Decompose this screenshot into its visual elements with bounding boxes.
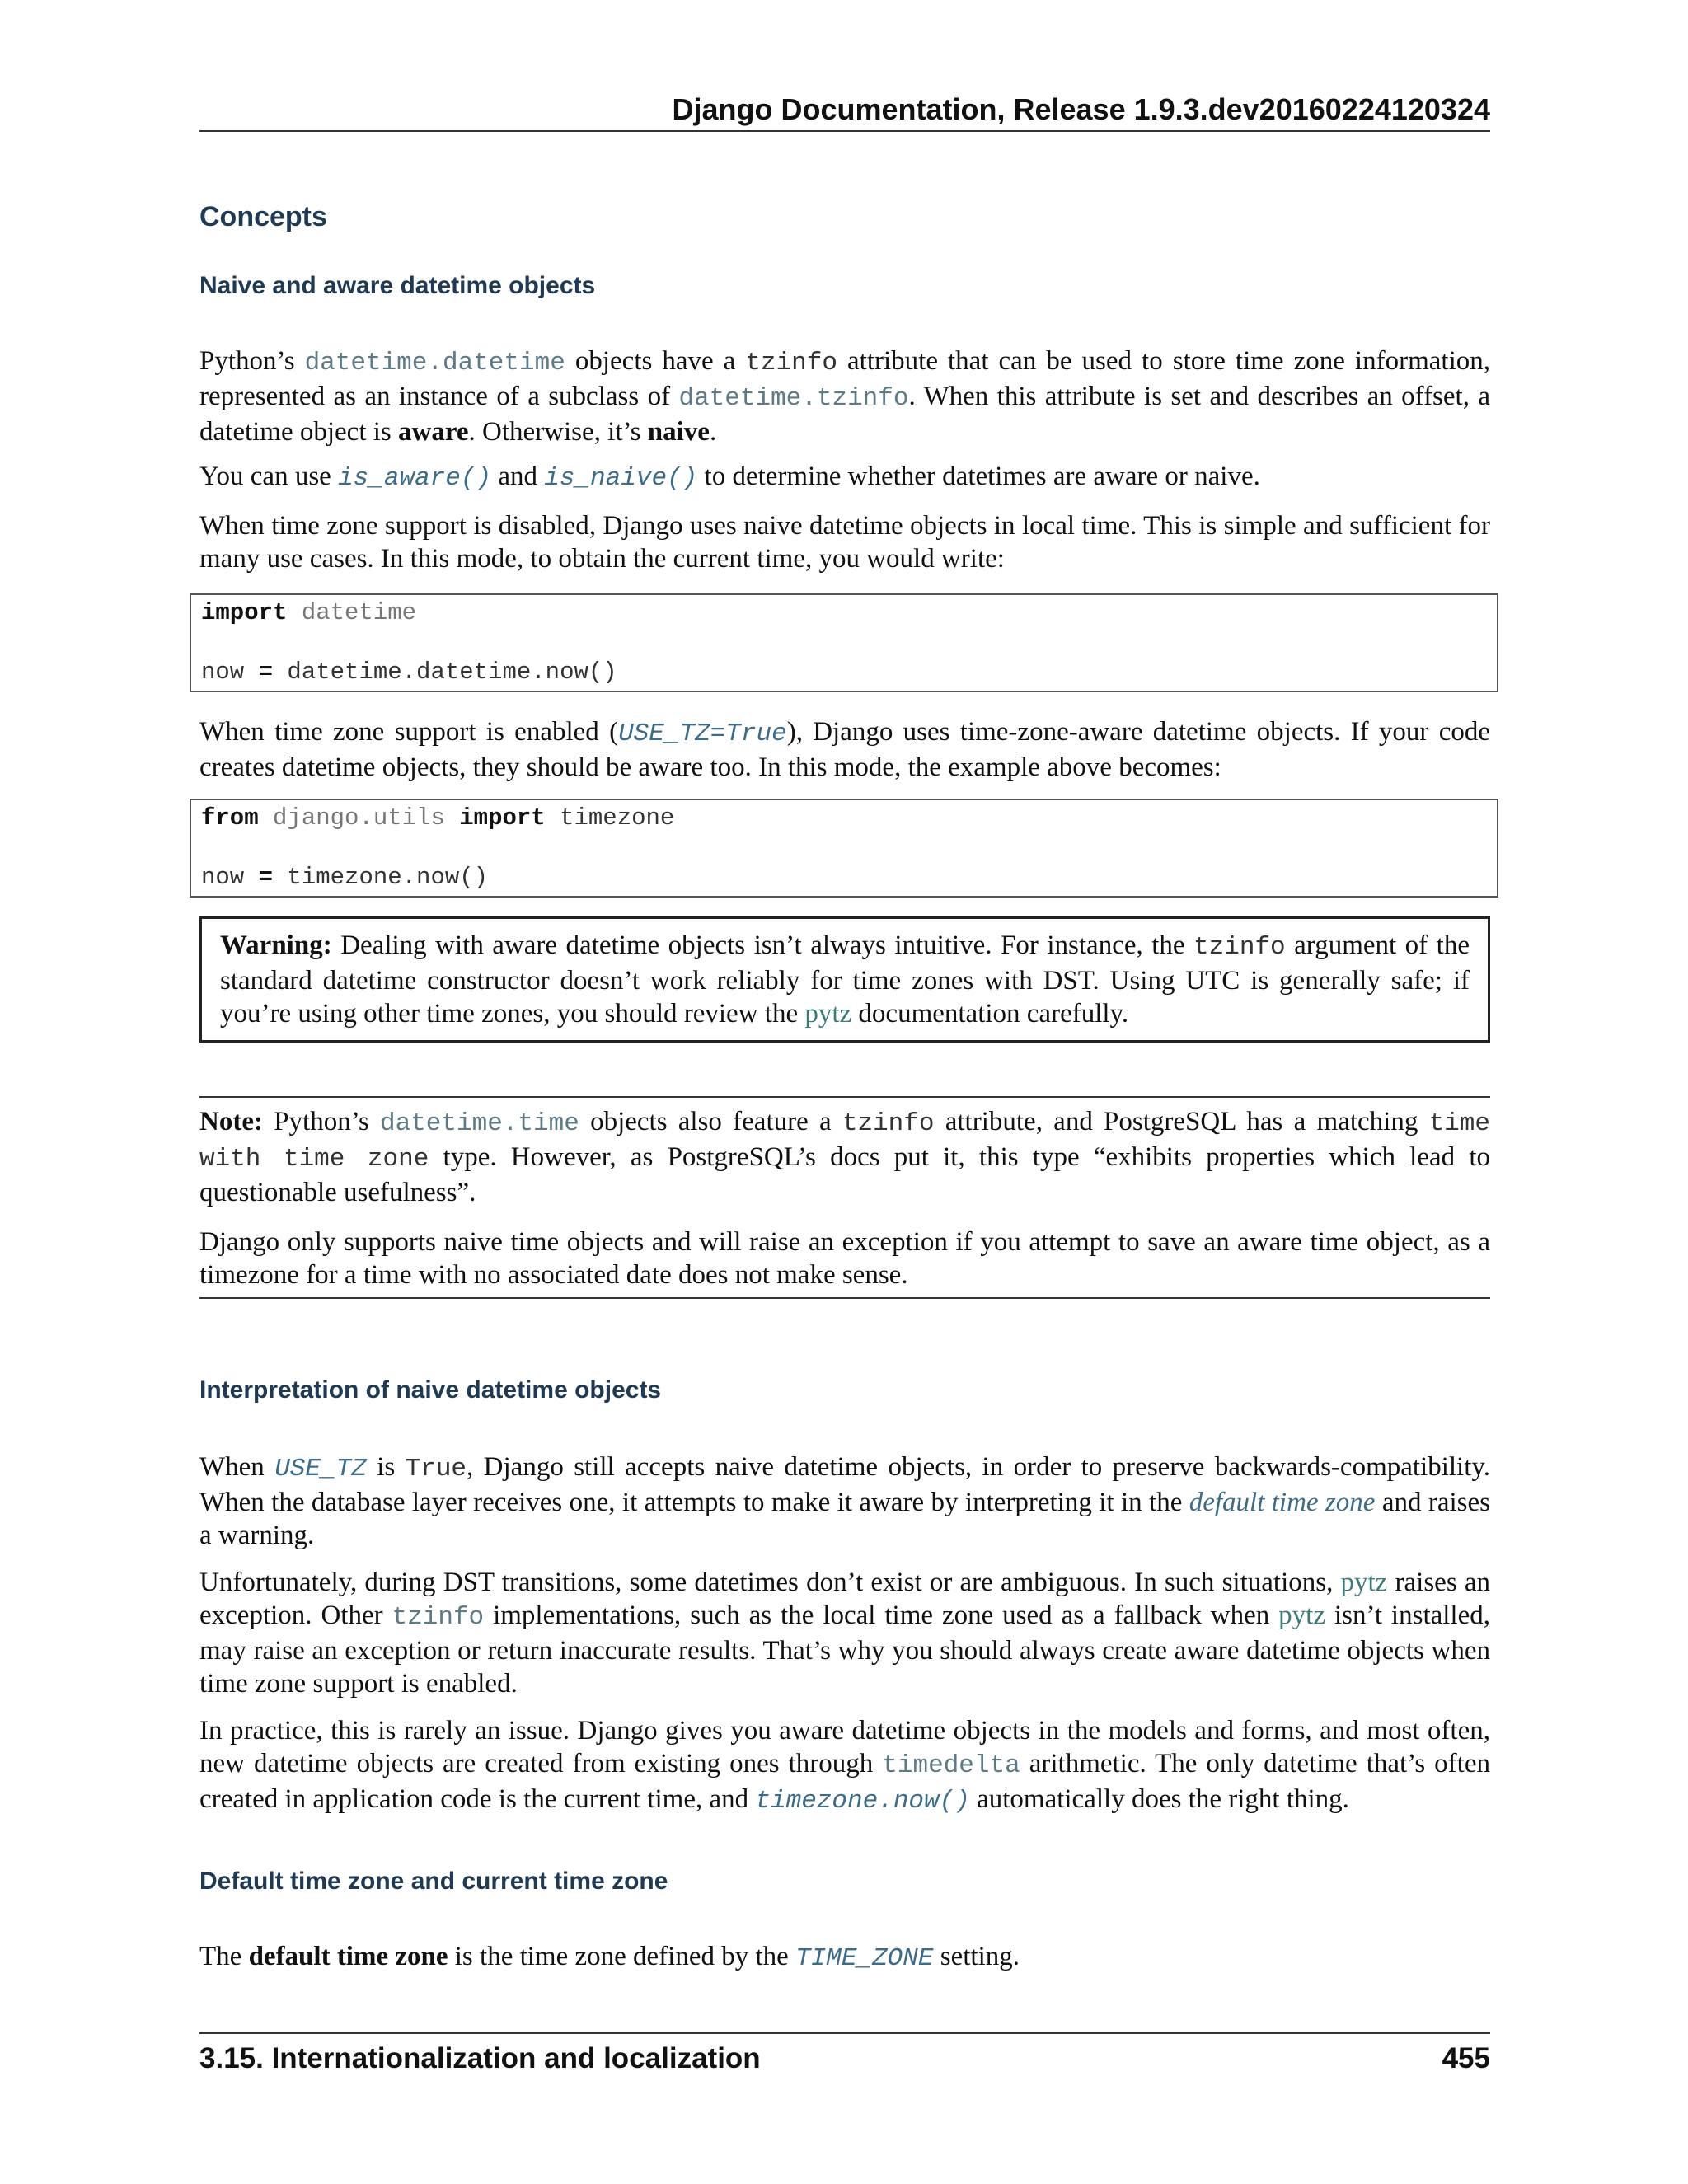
pytz-link[interactable]: pytz xyxy=(1278,1601,1325,1630)
paragraph: Python’s datetime.datetime objects have a tzinfo attribute that can be used to store time zone information, represented as an instance of a subclass of datetime.tzinfo. When this attribute is set and describes an offset, a datetime object is aware. Otherwise, it’s naive. xyxy=(199,346,1490,447)
warning-box: Warning: Dealing with aware datetime objects isn’t always intuitive. For instance, the tzinfo argument of the standard datetime constructor doesn’t work reliably for time zones with DST. Using UTC is generally safe; if you’re using other time zones, you should review the pytz documentation carefully. xyxy=(199,916,1490,1043)
footer-section-title: 3.15. Internationalization and localization xyxy=(199,2042,761,2074)
code-block: import datetime now = datetime.datetime.now() xyxy=(190,593,1498,692)
warning-label: Warning: xyxy=(220,930,332,960)
function-link[interactable]: is_naive() xyxy=(544,464,698,493)
code-reference[interactable]: datetime.tzinfo xyxy=(678,384,909,413)
paragraph: When USE_TZ is True, Django still accepts naive datetime objects, in order to preserve backwards-compatibility. When the database layer receives one, it attempts to make it aware by interpreting it in the default time zone and raises a warning. xyxy=(199,1452,1491,1550)
function-link[interactable]: timezone.now() xyxy=(755,1787,970,1816)
paragraph: In practice, this is rarely an issue. Django gives you aware datetime objects in the models and forms, and most often, new datetime objects are created from existing ones through timedelta arithmetic. The only datetime that’s often created in application code is the current time, and timezone.now() automatically does the right thing. xyxy=(199,1716,1490,1816)
code-block: from django.utils import timezone now = timezone.now() xyxy=(190,799,1498,898)
function-link[interactable]: is_aware() xyxy=(338,464,492,493)
paragraph: When time zone support is enabled (USE_TZ=True), Django uses time-zone-aware datetime objects. If your code creates datetime objects, they should be aware too. In this mode, the example above becomes: xyxy=(199,717,1490,782)
paragraph: Unfortunately, during DST transitions, some datetimes don’t exist or are ambiguous. In such situations, pytz raises an exception. Other tzinfo implementations, such as the local time zone used as a fallback when pytz isn’t installed, may raise an exception or return inaccurate results. That’s why you should always create aware datetime objects when time zone support is enabled. xyxy=(199,1568,1490,1699)
note-bottom-rule xyxy=(199,1297,1490,1299)
note-top-rule xyxy=(199,1096,1490,1098)
setting-link[interactable]: TIME_ZONE xyxy=(795,1944,934,1973)
code-reference[interactable]: tzinfo xyxy=(392,1603,485,1632)
inline-code: True xyxy=(405,1455,467,1483)
setting-link[interactable]: USE_TZ=True xyxy=(618,719,787,748)
subsection-heading-interpretation: Interpretation of naive datetime objects xyxy=(199,1376,662,1404)
note-box: Note: Python’s datetime.time objects also feature a tzinfo attribute, and PostgreSQL has a matching time with time zone type. However, as PostgreSQL’s docs put it, this type “exhibits properties which lead to questionable usefulness”. Django only supports naive time objects and will raise an exception if you attempt to save an aware time object, as a timezone for a time with no associated date does not make sense. xyxy=(199,1107,1490,1290)
note-paragraph: Django only supports naive time objects and will raise an exception if you attempt to save an aware time object, as a timezone for a time with no associated date does not make sense. xyxy=(199,1227,1490,1290)
pytz-link[interactable]: pytz xyxy=(804,999,852,1029)
inline-code: tzinfo xyxy=(745,349,837,377)
running-header: Django Documentation, Release 1.9.3.dev20160224120324 xyxy=(672,92,1490,126)
section-heading: Concepts xyxy=(199,201,327,232)
pytz-link[interactable]: pytz xyxy=(1340,1568,1388,1597)
bold-term: default time zone xyxy=(248,1942,448,1971)
paragraph: You can use is_aware() and is_naive() to determine whether datetimes are aware or naive. xyxy=(199,462,1260,493)
subsection-heading-naive-aware: Naive and aware datetime objects xyxy=(199,272,596,299)
setting-link[interactable]: USE_TZ xyxy=(274,1455,367,1483)
header-rule xyxy=(199,130,1490,132)
paragraph: When time zone support is disabled, Django uses naive datetime objects in local time. This is simple and sufficient for many use cases. In this mode, to obtain the current time, you would write: xyxy=(199,511,1490,574)
code-reference[interactable]: timedelta xyxy=(882,1751,1020,1780)
bold-term: naive xyxy=(647,417,710,447)
code-reference[interactable]: datetime.time xyxy=(379,1109,579,1138)
inline-code: tzinfo xyxy=(842,1109,935,1138)
footer-rule xyxy=(199,2032,1490,2034)
paragraph: The default time zone is the time zone defined by the TIME_ZONE setting. xyxy=(199,1942,1020,1973)
inline-code: tzinfo xyxy=(1193,933,1286,962)
default-time-zone-link[interactable]: default time zone xyxy=(1189,1488,1376,1517)
bold-term: aware xyxy=(398,417,469,447)
inline-code: time with time zone xyxy=(199,1109,1490,1174)
page-number: 455 xyxy=(1442,2042,1490,2074)
subsection-heading-default-tz: Default time zone and current time zone xyxy=(199,1868,668,1895)
note-label: Note: xyxy=(199,1107,263,1137)
code-reference[interactable]: datetime.datetime xyxy=(304,349,565,377)
